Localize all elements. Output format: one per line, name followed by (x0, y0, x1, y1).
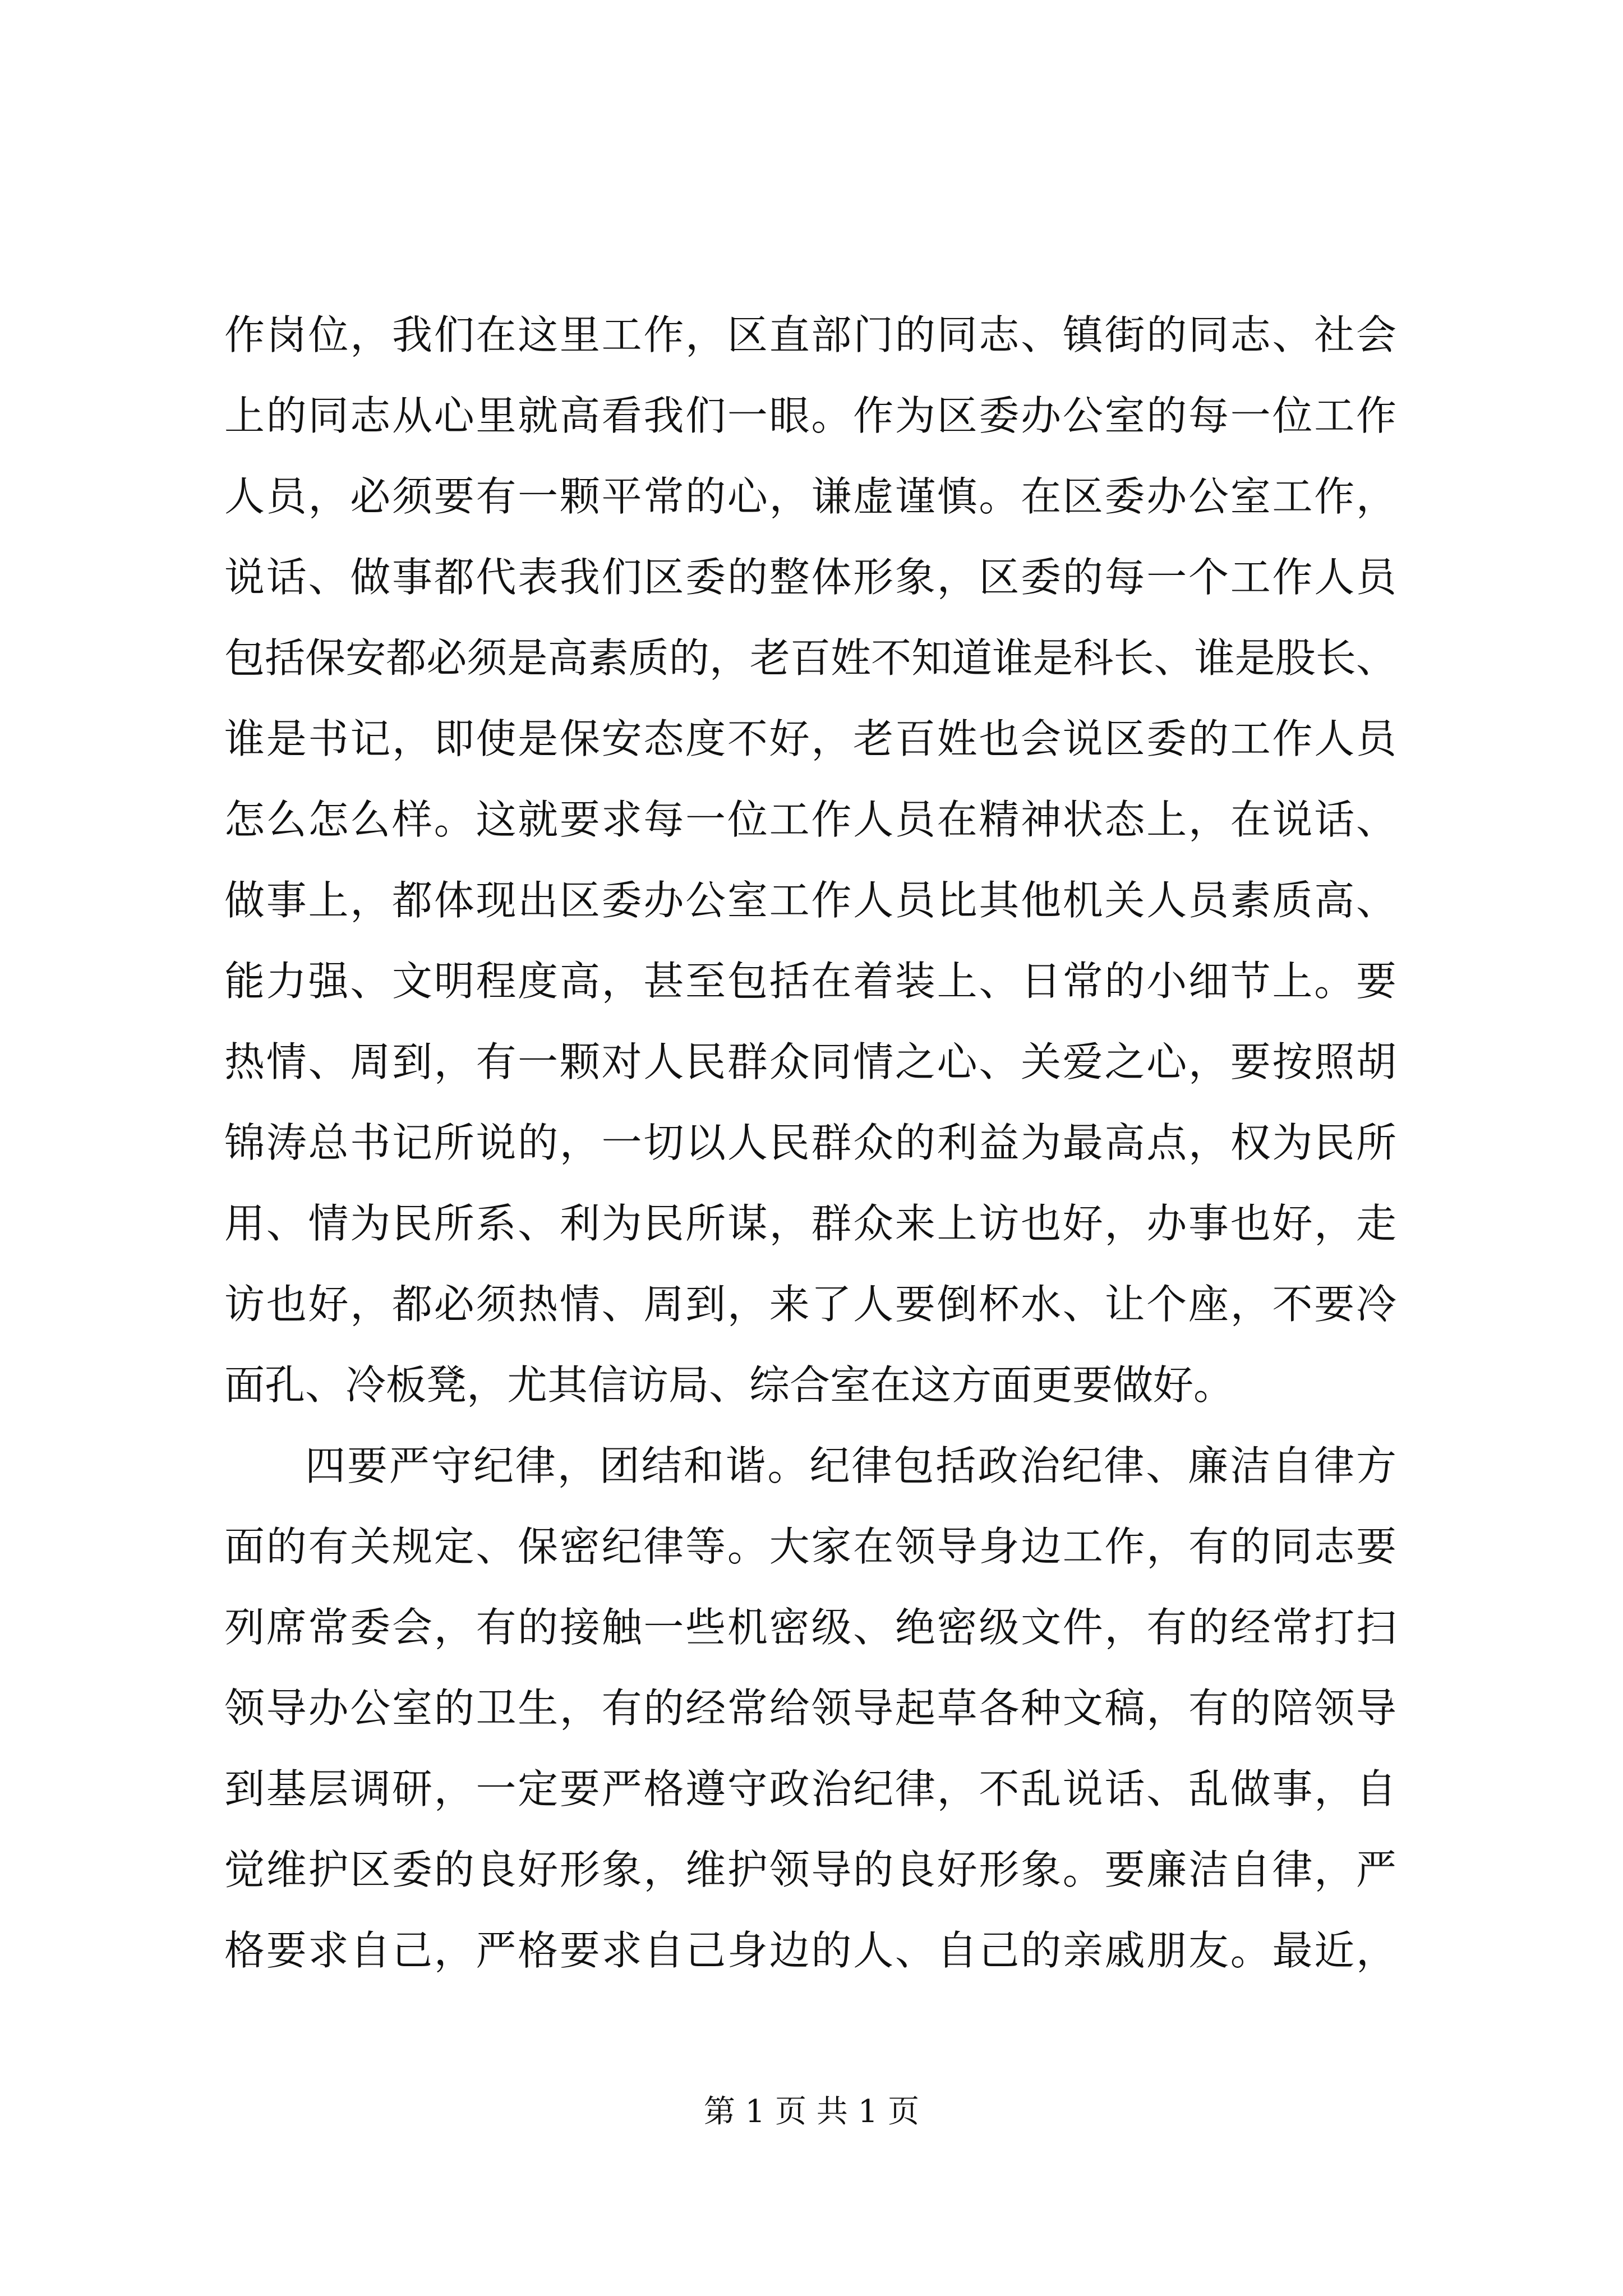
text-line: 面孔、冷板凳，尤其信访局、综合室在这方面更要做好。 (224, 1361, 1234, 1409)
text-line: 做事上，都体现出区委办公室工作人员比其他机关人员素质高、 (224, 877, 1396, 924)
text-line: 怎么怎么样。这就要求每一位工作人员在精神状态上，在说话、 (224, 796, 1396, 843)
page-number-label: 第 1 页 共 1 页 (703, 2093, 920, 2130)
text-line: 到基层调研，一定要严格遵守政治纪律，不乱说话、乱做事，自 (224, 1765, 1396, 1812)
text-line: 用、情为民所系、利为民所谋，群众来上访也好，办事也好，走 (224, 1200, 1396, 1247)
text-line: 谁是书记，即使是保安态度不好，老百姓也会说区委的工作人员 (224, 715, 1396, 762)
document-body (224, 295, 1396, 1991)
text-line: 能力强、文明程度高，甚至包括在着装上、日常的小细节上。要 (224, 958, 1396, 1005)
text-line: 包括保安都必须是高素质的，老百姓不知道谁是科长、谁是股长、 (224, 634, 1396, 682)
text-line: 说话、做事都代表我们区委的整体形象，区委的每一个工作人员 (224, 554, 1396, 601)
text-line: 列席常委会，有的接触一些机密级、绝密级文件，有的经常打扫 (224, 1604, 1396, 1651)
text-line: 锦涛总书记所说的，一切以人民群众的利益为最高点，权为民所 (224, 1119, 1396, 1166)
text-line: 面的有关规定、保密纪律等。大家在领导身边工作，有的同志要 (224, 1523, 1396, 1570)
text-line: 作岗位，我们在这里工作，区直部门的同志、镇街的同志、社会 (224, 311, 1396, 358)
text-line: 四要严守纪律，团结和谐。纪律包括政治纪律、廉洁自律方 (305, 1442, 1396, 1489)
text-line: 上的同志从心里就高看我们一眼。作为区委办公室的每一位工作 (224, 392, 1396, 439)
text-line: 觉维护区委的良好形象，维护领导的良好形象。要廉洁自律，严 (224, 1846, 1396, 1893)
text-line: 人员，必须要有一颗平常的心，谦虚谨慎。在区委办公室工作， (224, 473, 1396, 520)
text-line: 领导办公室的卫生，有的经常给领导起草各种文稿，有的陪领导 (224, 1685, 1396, 1732)
text-line: 热情、周到，有一颗对人民群众同情之心、关爱之心，要按照胡 (224, 1038, 1396, 1085)
text-line: 访也好，都必须热情、周到，来了人要倒杯水、让个座，不要冷 (224, 1281, 1396, 1328)
text-line: 格要求自己，严格要求自己身边的人、自己的亲戚朋友。最近， (224, 1927, 1396, 1974)
page-footer (0, 2090, 1623, 2134)
